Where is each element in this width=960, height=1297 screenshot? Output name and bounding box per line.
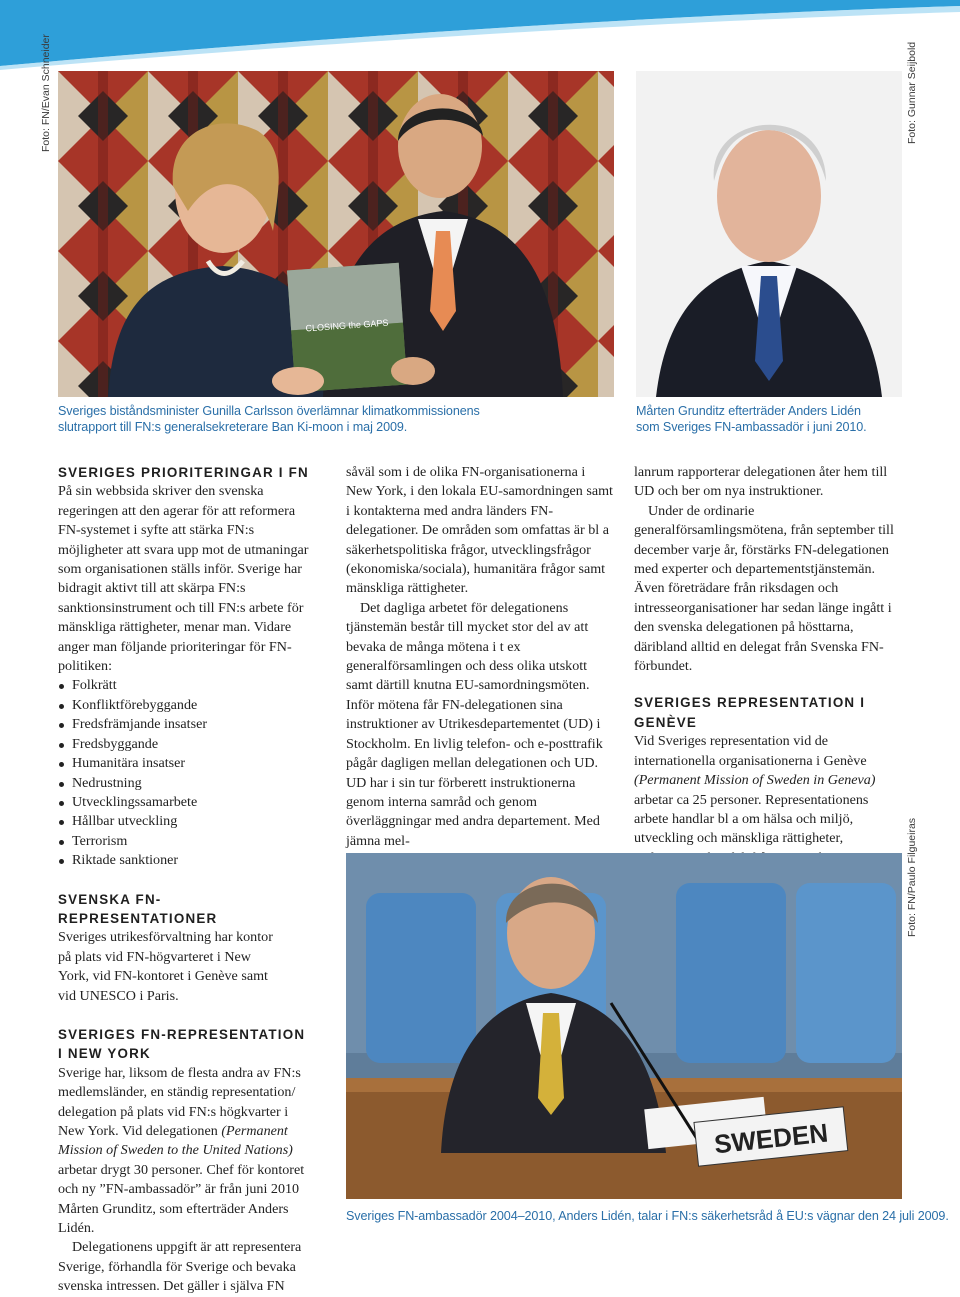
caption-top-left: Sveriges biståndsminister Gunilla Carlsson överlämnar klimatkommissionens slutrapport till FN:s generalsekreterare Ban Ki-moon i maj 2009. <box>58 404 480 434</box>
list-item: Humanitära insatser <box>58 754 310 773</box>
header-band <box>0 0 960 70</box>
list-item: Fredsfrämjande insatser <box>58 715 310 734</box>
list-item: Terrorism <box>58 832 310 851</box>
photo-credit-top-right: Foto: Gunnar Seijbold <box>906 41 918 144</box>
photo-credit-top-left: Foto: FN/Evan Schneider <box>40 34 52 152</box>
list-item: Utvecklingssamarbete <box>58 793 310 812</box>
paragraph-delegationens-uppgift: Delegationens uppgift är att representera Sverige, förhandla för Sverige och bevaka svenska intressen. Det gäller i själva FN <box>58 1239 302 1295</box>
heading-new-york: SVERIGES FN-REPRESENTATION I NEW YORK <box>58 1026 306 1062</box>
column-3 <box>634 463 900 888</box>
nameplate-text: SWEDEN <box>712 1117 830 1160</box>
paragraph-geneve: Vid Sveriges representation vid de internationella organisationerna i Genève (Permanent Mission of Sweden in Geneva) arbetar ca 25 personer. Representationens arbete handlar bl a om hälsa och miljö, utveckling och mänskliga rättigheter, <box>634 733 876 847</box>
heading-sveriges-prioriteringar: SVERIGES PRIORITERINGAR I FN <box>58 465 309 480</box>
paragraph-col3-1: lanrum rapporterar delegationen åter hem till UD och ber om nya instruktioner. <box>634 464 888 500</box>
photo-carlsson-ban-ki-moon <box>58 71 614 397</box>
paragraph-new-york: Sverige har, liksom de flesta andra av FN:s medlemsländer, en ständig representation/ delegation på plats vid FN:s högkvarter i New York. Vid delegationen (Permanent Mission of Sweden to the United Nations) arbetar drygt 30 personer. Chef för kontoret och ny ”FN-ambassadör” är från juni 2010 Mårten Grunditz, som efterträder Anders Lidén. <box>58 1064 305 1237</box>
priorities-list <box>58 676 310 870</box>
list-item: Hållbar utveckling <box>58 812 310 831</box>
report-cover-title: CLOSING the GAPS <box>305 317 389 334</box>
photo-marten-grunditz <box>636 71 902 397</box>
paragraph-col2-2: Det dagliga arbetet för delegationens tjänstemän består till mycket stor del av att bevaka de många mötena i t ex generalförsamlingen och dess olika utskott samt därtill knutna EU-samordningsmöten. Inför mötena får FN-delegationen sina instruktioner av Utrikesdepartementet (UD) i Stockholm. En livlig telefon- och e-posttrafik pågår dagligen mellan delegationen och UD. UD har i sin tur förberett instruktionerna genom interna samråd och genom överläggningar med andra departement. Med jämna mel- <box>346 599 603 849</box>
paragraph-representationer: Sveriges utrikesförvaltning har kontor på plats vid FN-högvarteret i New York, vid FN-kontoret i Genève samt vid UNESCO i Paris. <box>58 929 273 1004</box>
list-item: Folkrätt <box>58 676 310 695</box>
photo-credit-bottom: Foto: FN/Paulo Filgueiras <box>906 817 918 937</box>
column-1 <box>58 463 310 1297</box>
column-2 <box>346 463 614 851</box>
paragraph-col3-2: Under de ordinarie generalförsamlingsmötena, från september till december varje år, förstärks FN-delegationen med experter och departementstjänstemän. Även företrädare från riksdagen och intresseorganisationer har sedan länge ingått i den svenska delegationen på hösttarna, däribland alltid en delegat från Svenska FN-förbundet. <box>634 502 894 675</box>
heading-svenska-fn-representationer: SVENSKA FN-REPRESENTATIONER <box>58 891 218 926</box>
paragraph-col2-1: såväl som i de olika FN-organisationerna i New York, i den lokala EU-samordningen samt i kontakterna med andra länders FN-delegationer. De områden som omfattas är bl a säkerhetspolitiska frågor, utvecklingsfrågor (ekonomiska/sociala), humanitära frågor samt mänskliga rättigheter. <box>346 464 613 597</box>
list-item: Nedrustning <box>58 774 310 793</box>
heading-geneve: SVERIGES REPRESENTATION I GENÈVE <box>634 695 866 730</box>
paragraph-prioriteringar: På sin webbsida skriver den svenska regeringen att den agerar för att reformera FN-systemet i syfte att stärka FN:s möjligheter att svara upp mot de utmaningar som organisationen ställs inför. Sverige har bidragit aktivt till att skärpa FN:s sanktionsinstrument och till FN:s arbete för mänskliga rättigheter, menar man. Vidare anger man följande prioriteringar för FN-politiken: <box>58 483 309 675</box>
caption-top-right: Mårten Grunditz efterträder Anders Lidén som Sveriges FN-ambassadör i juni 2010. <box>636 404 867 434</box>
caption-bottom: Sveriges FN-ambassadör 2004–2010, Anders Lidén, talar i FN:s säkerhetsråd å EU:s vägnar den 24 juli 2009. <box>346 1209 949 1223</box>
list-item: Konfliktförebyggande <box>58 696 310 715</box>
list-item: Fredsbyggande <box>58 735 310 754</box>
list-item: Riktade sanktioner <box>58 851 310 870</box>
photo-anders-liden-security-council <box>346 853 902 1199</box>
